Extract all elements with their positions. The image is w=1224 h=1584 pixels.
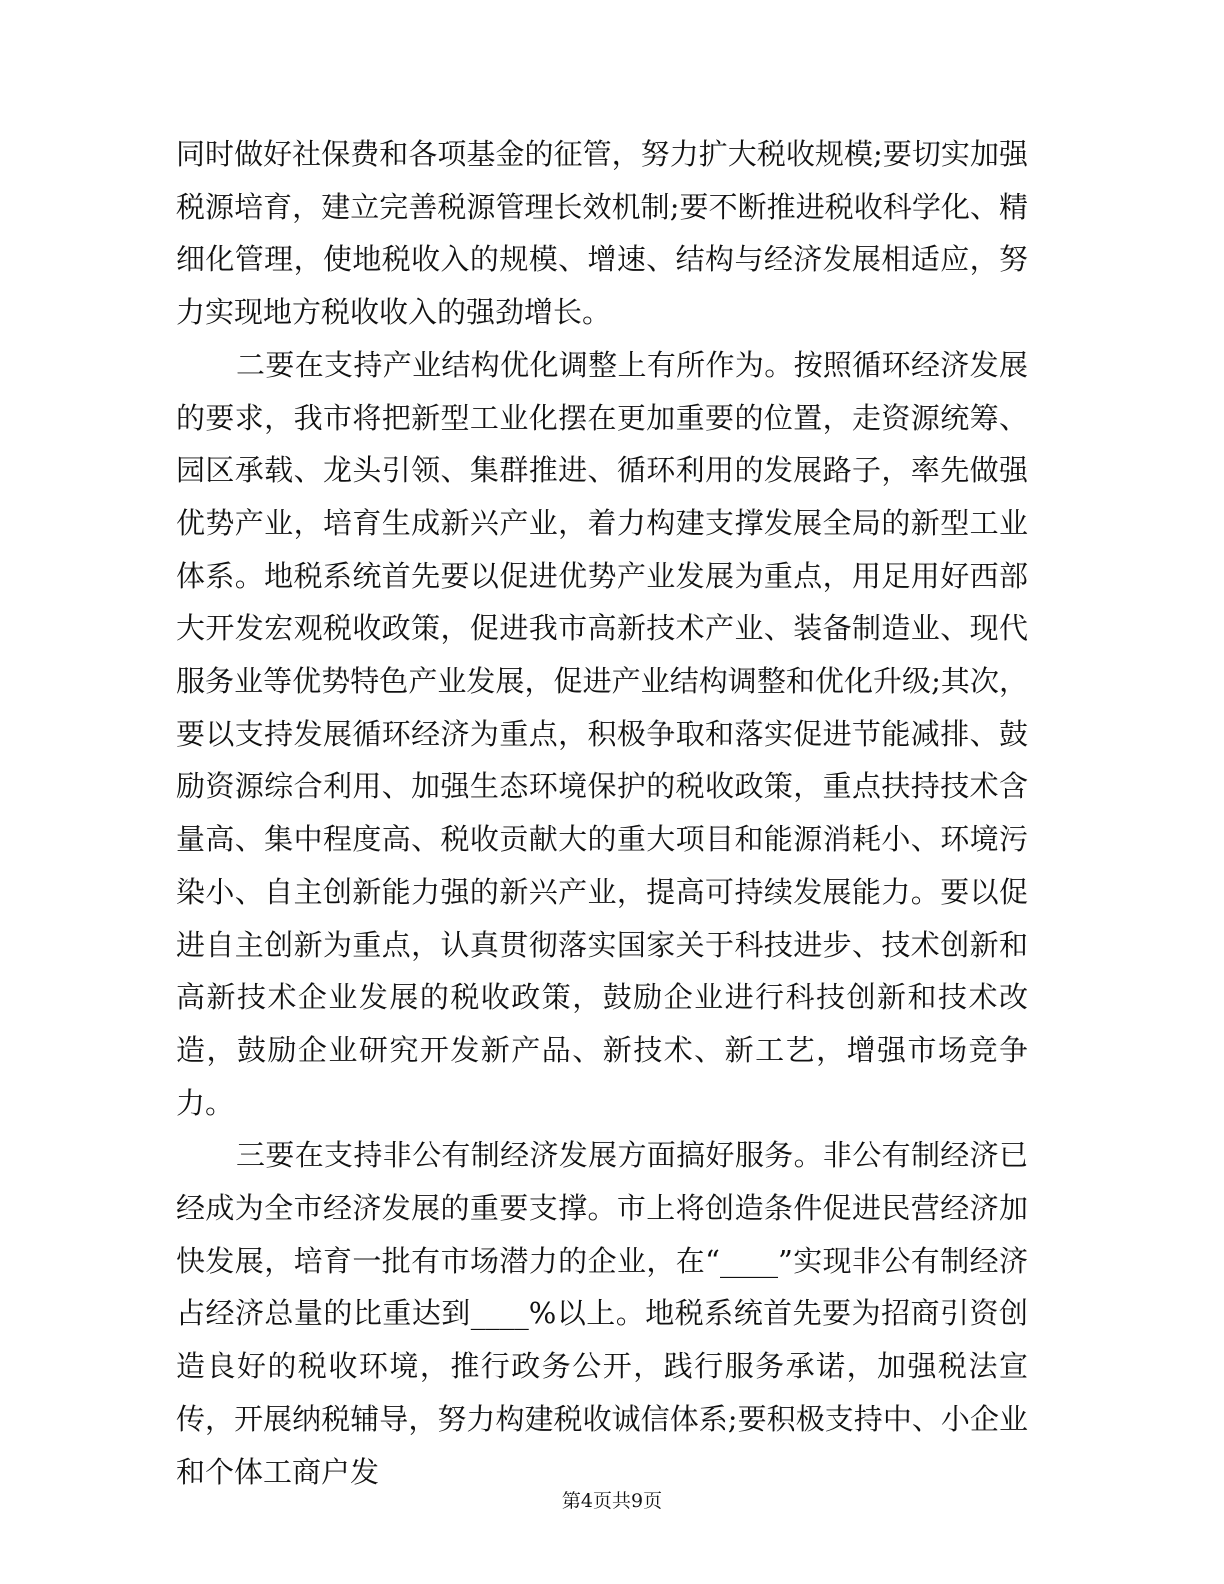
paragraph-continuation: 同时做好社保费和各项基金的征管，努力扩大税收规模;要切实加强税源培育，建立完善税源管理长效机制;要不断推进税收科学化、精细化管理，使地税收入的规模、增速、结构与经济发展相适应，努力实现地方税收收入的强劲增长。 <box>176 137 1028 330</box>
paragraph-industrial-structure: 二要在支持产业结构优化调整上有所作为。按照循环经济发展的要求，我市将把新型工业化摆在更加重要的位置，走资源统筹、园区承载、龙头引领、集群推进、循环利用的发展路子，率先做强优势产业，培育生成新兴产业，着力构建支撑发展全局的新型工业体系。地税系统首先要以促进优势产业发展为重点，用足用好西部大开发宏观税收政策，促进我市高新技术产业、装备制造业、现代服务业等优势特色产业发展，促进产业结构调整和优化升级;其次，要以支持发展循环经济为重点，积极争取和落实促进节能减排、鼓励资源综合利用、加强生态环境保护的税收政策，重点扶持技术含量高、集中程度高、税收贡献大的重大项目和能源消耗小、环境污染小、自主创新能力强的新兴产业，提高可持续发展能力。要以促进自主创新为重点，认真贯彻落实国家关于科技进步、技术创新和高新技术企业发展的税收政策，鼓励企业进行科技创新和技术改造，鼓励企业研究开发新产品、新技术、新工艺，增强市场竞争力。 <box>176 347 1028 1120</box>
paragraph-non-public-economy: 三要在支持非公有制经济发展方面搞好服务。非公有制经济已经成为全市经济发展的重要支撑。市上将创造条件促进民营经济加快发展，培育一批有市场潜力的企业，在“____”实现非公有制经济占经济总量的比重达到____%以上。地税系统首先要为招商引资创造良好的税收环境，推行政务公开，践行服务承诺，加强税法宣传，开展纳税辅导，努力构建税收诚信体系;要积极支持中、小企业和个体工商户发 <box>176 1138 1028 1489</box>
page-number-footer: 第4页共9页 <box>561 1490 663 1512</box>
page-content <box>176 128 1028 1498</box>
